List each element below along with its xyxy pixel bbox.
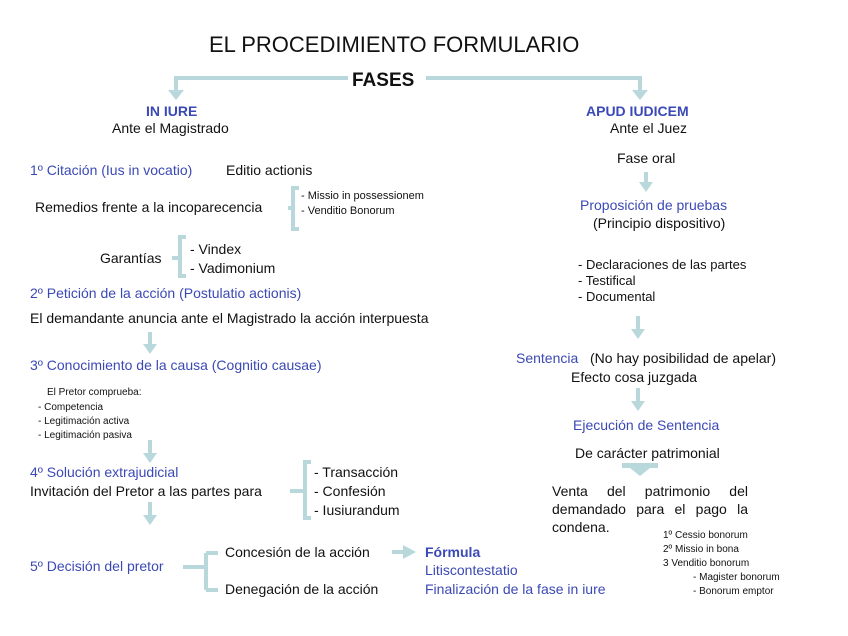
ejecucion-label: Ejecución de Sentencia [573,417,720,433]
in-iure-subheader: Ante el Magistrado [112,120,229,136]
formula-label: Fórmula [425,544,481,560]
in-iure-header: IN IURE [146,103,198,119]
arrow-2-3-head [143,344,157,354]
step3-item: - Competencia [38,402,104,413]
vendido-subitem: - Magister bonorum [693,572,780,583]
fases-left-arrowhead [168,90,184,100]
garantias-label: Garantías [100,250,162,266]
garantias-item: - Vadimonium [190,260,276,276]
arrow-3-4-head [143,453,157,463]
arrow-oral-head [639,182,653,192]
caracter-connector-bar [622,463,658,468]
fases-left-line [176,78,348,92]
phases-label: FASES [352,70,415,91]
apud-iudicem-header: APUD IUDICEM [586,103,689,119]
fase-oral-label: Fase oral [617,150,676,166]
step4-item: - Iusiurandum [314,502,400,518]
venta-text: Venta del patrimonio del demandado para el pago la condena. [552,483,748,536]
step3-label: 3º Conocimiento de la causa (Cognitio causae) [30,357,322,373]
prueba-item: - Testifical [578,273,636,288]
step3-item: - Legitimación pasiva [38,430,132,441]
sentencia-note: (No hay posibilidad de apelar) [590,350,776,366]
caracter-connector-head [630,468,650,476]
arrow-sentencia-head [631,401,645,411]
apud-iudicem-subheader: Ante el Juez [610,120,688,136]
arrow-formula-head [403,545,416,559]
step5-label: 5º Decisión del pretor [30,558,164,574]
arrow-4-5-head [143,515,157,525]
efecto-label: Efecto cosa juzgada [571,369,698,385]
prueba-item: - Documental [578,289,656,304]
concesion-label: Concesión de la acción [225,544,370,560]
step3-item: - Legitimación activa [38,416,130,427]
step4-item: - Confesión [314,483,386,499]
step4-bracket [305,462,311,518]
vendido-item: 3 Venditio bonorum [663,558,750,569]
finalizacion-label: Finalización de la fase in iure [425,581,606,597]
remedios-item: - Missio in possessionem [301,190,424,202]
step4-label: 4º Solución extrajudicial [30,464,179,480]
vendido-item: 2º Missio in bona [663,544,739,555]
step2-label: 2º Petición de la acción (Postulatio actionis) [30,285,302,301]
garantias-item: - Vindex [190,241,242,257]
denegacion-label: Denegación de la acción [225,581,379,597]
arrow-pruebas-head [631,329,645,339]
remedios-item: - Venditio Bonorum [301,205,395,217]
prueba-item: - Declaraciones de las partes [578,257,747,272]
litiscontestatio-label: Litiscontestatio [425,562,518,578]
page-title: EL PROCEDIMIENTO FORMULARIO [209,32,580,57]
step4-item: - Transacción [314,464,399,480]
vendido-subitem: - Bonorum emptor [693,586,774,597]
step1-label: 1º Citación (Ius in vocatio) [30,162,193,178]
step3-intro: El Pretor comprueba: [47,387,142,398]
vendido-item: 1º Cessio bonorum [663,530,748,541]
garantias-bracket [180,237,186,276]
fases-right-line [426,78,640,92]
caracter-label: De carácter patrimonial [575,445,720,461]
proposicion-label: Proposición de pruebas [580,197,728,213]
remedios-label: Remedios frente a la incoparecencia [35,199,263,215]
step4-text: Invitación del Pretor a las partes para [30,483,262,499]
step1-extra: Editio actionis [226,162,313,178]
remedios-bracket [293,188,299,229]
fases-right-arrowhead [632,90,648,100]
step2-text: El demandante anuncia ante el Magistrado la acción interpuesta [30,310,429,326]
principio-label: (Principio dispositivo) [593,215,726,231]
sentencia-label: Sentencia [516,350,579,366]
